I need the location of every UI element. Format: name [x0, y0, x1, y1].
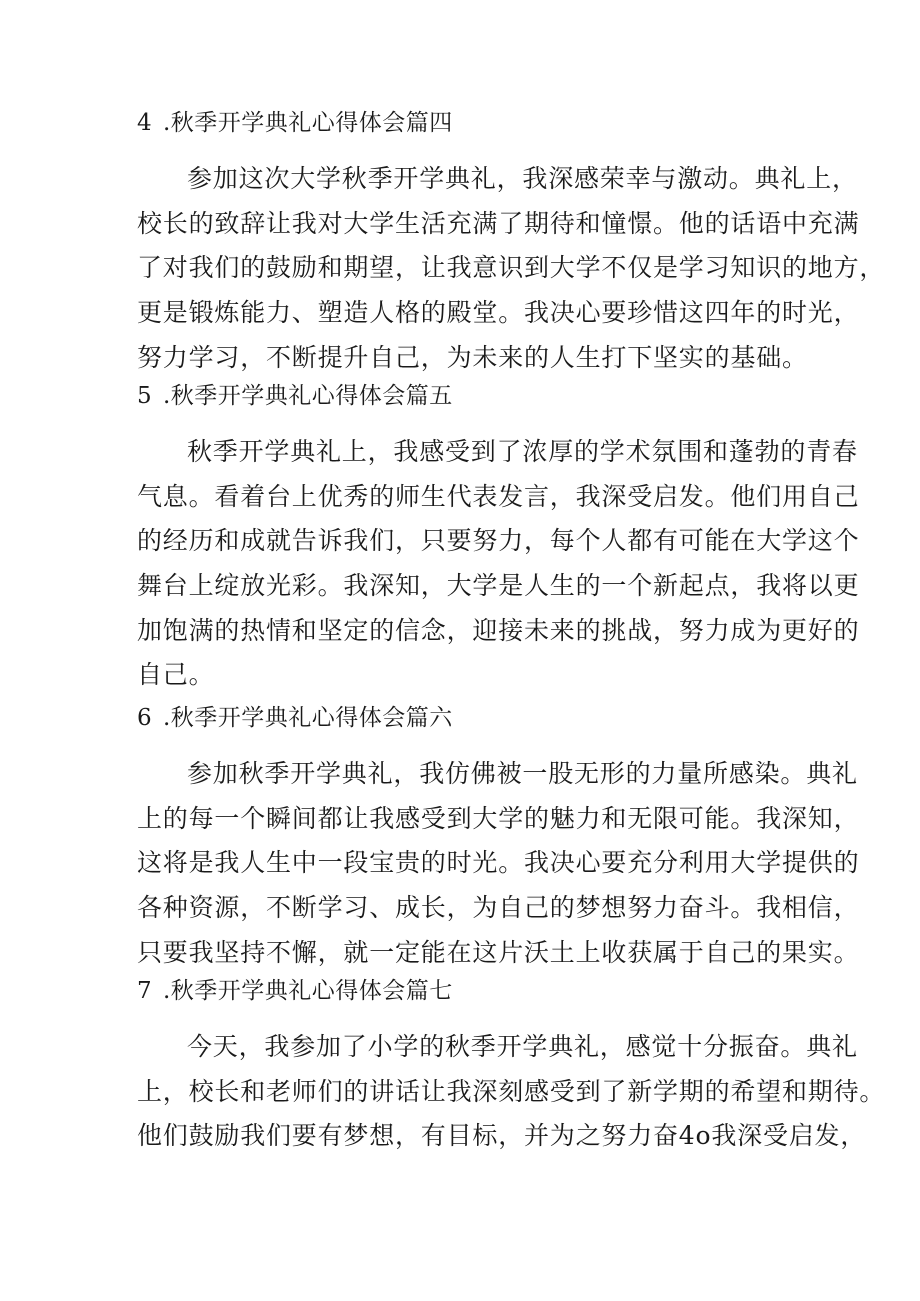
section-number: 4: [137, 110, 153, 136]
paragraph-line: 参加这次大学秋季开学典礼，我深感荣幸与激动。典礼上，: [187, 164, 858, 193]
paragraph-line: 各种资源，不断学习、成长，为自己的梦想努力奋斗。我相信，: [137, 893, 860, 923]
section-paragraph-6: [137, 752, 860, 975]
paragraph-line: 努力学习，不断提升自己，为未来的人生打下坚实的基础。: [137, 342, 808, 372]
section-number: 5: [137, 383, 153, 409]
section-heading-5: [137, 381, 453, 411]
paragraph-line: 更是锻炼能力、塑造人格的殿堂。我决心要珍惜这四年的时光，: [137, 298, 860, 328]
paragraph-line: 参加秋季开学典礼，我仿佛被一股无形的力量所感染。典礼: [187, 759, 858, 788]
paragraph-line: 的经历和成就告诉我们，只要努力，每个人都有可能在大学这个: [137, 526, 860, 556]
section-title: .秋季开学典礼心得体会篇五: [163, 383, 453, 409]
section-heading-6: [137, 703, 453, 733]
section-title: .秋季开学典礼心得体会篇六: [163, 705, 453, 731]
paragraph-line: 这将是我人生中一段宝贵的时光。我决心要充分利用大学提供的: [137, 848, 860, 878]
section-paragraph-4: [137, 157, 886, 380]
section-number: 7: [137, 978, 153, 1004]
paragraph-line: 加饱满的热情和坚定的信念，迎接未来的挑战，努力成为更好的: [137, 615, 860, 645]
section-heading-7: [137, 976, 453, 1006]
section-paragraph-5: [137, 430, 860, 698]
paragraph-line: 自己。: [137, 660, 215, 690]
paragraph-line: 气息。看着台上优秀的师生代表发言，我深受启发。他们用自己: [137, 481, 860, 511]
section-title: .秋季开学典礼心得体会篇七: [163, 978, 453, 1004]
section-title: .秋季开学典礼心得体会篇四: [163, 110, 453, 136]
paragraph-line: 秋季开学典礼上，我感受到了浓厚的学术氛围和蓬勃的青春: [187, 437, 858, 466]
paragraph-line: 校长的致辞让我对大学生活充满了期待和憧憬。他的话语中充满: [137, 208, 860, 238]
paragraph-line: 只要我坚持不懈，就一定能在这片沃土上收获属于自己的果实。: [137, 937, 860, 967]
paragraph-line: 上的每一个瞬间都让我感受到大学的魅力和无限可能。我深知，: [137, 803, 860, 833]
paragraph-line: 舞台上绽放光彩。我深知，大学是人生的一个新起点，我将以更: [137, 571, 860, 601]
section-number: 6: [137, 705, 153, 731]
paragraph-line: 了对我们的鼓励和期望，让我意识到大学不仅是学习知识的地方，: [137, 253, 886, 283]
paragraph-line: 上，校长和老师们的讲话让我深刻感受到了新学期的希望和期待。: [137, 1076, 886, 1106]
section-heading-4: [137, 108, 453, 138]
section-paragraph-7: [137, 1025, 886, 1159]
paragraph-line: 他们鼓励我们要有梦想，有目标，并为之努力奋4o我深受启发，: [137, 1121, 867, 1151]
paragraph-line: 今天，我参加了小学的秋季开学典礼，感觉十分振奋。典礼: [187, 1032, 858, 1061]
